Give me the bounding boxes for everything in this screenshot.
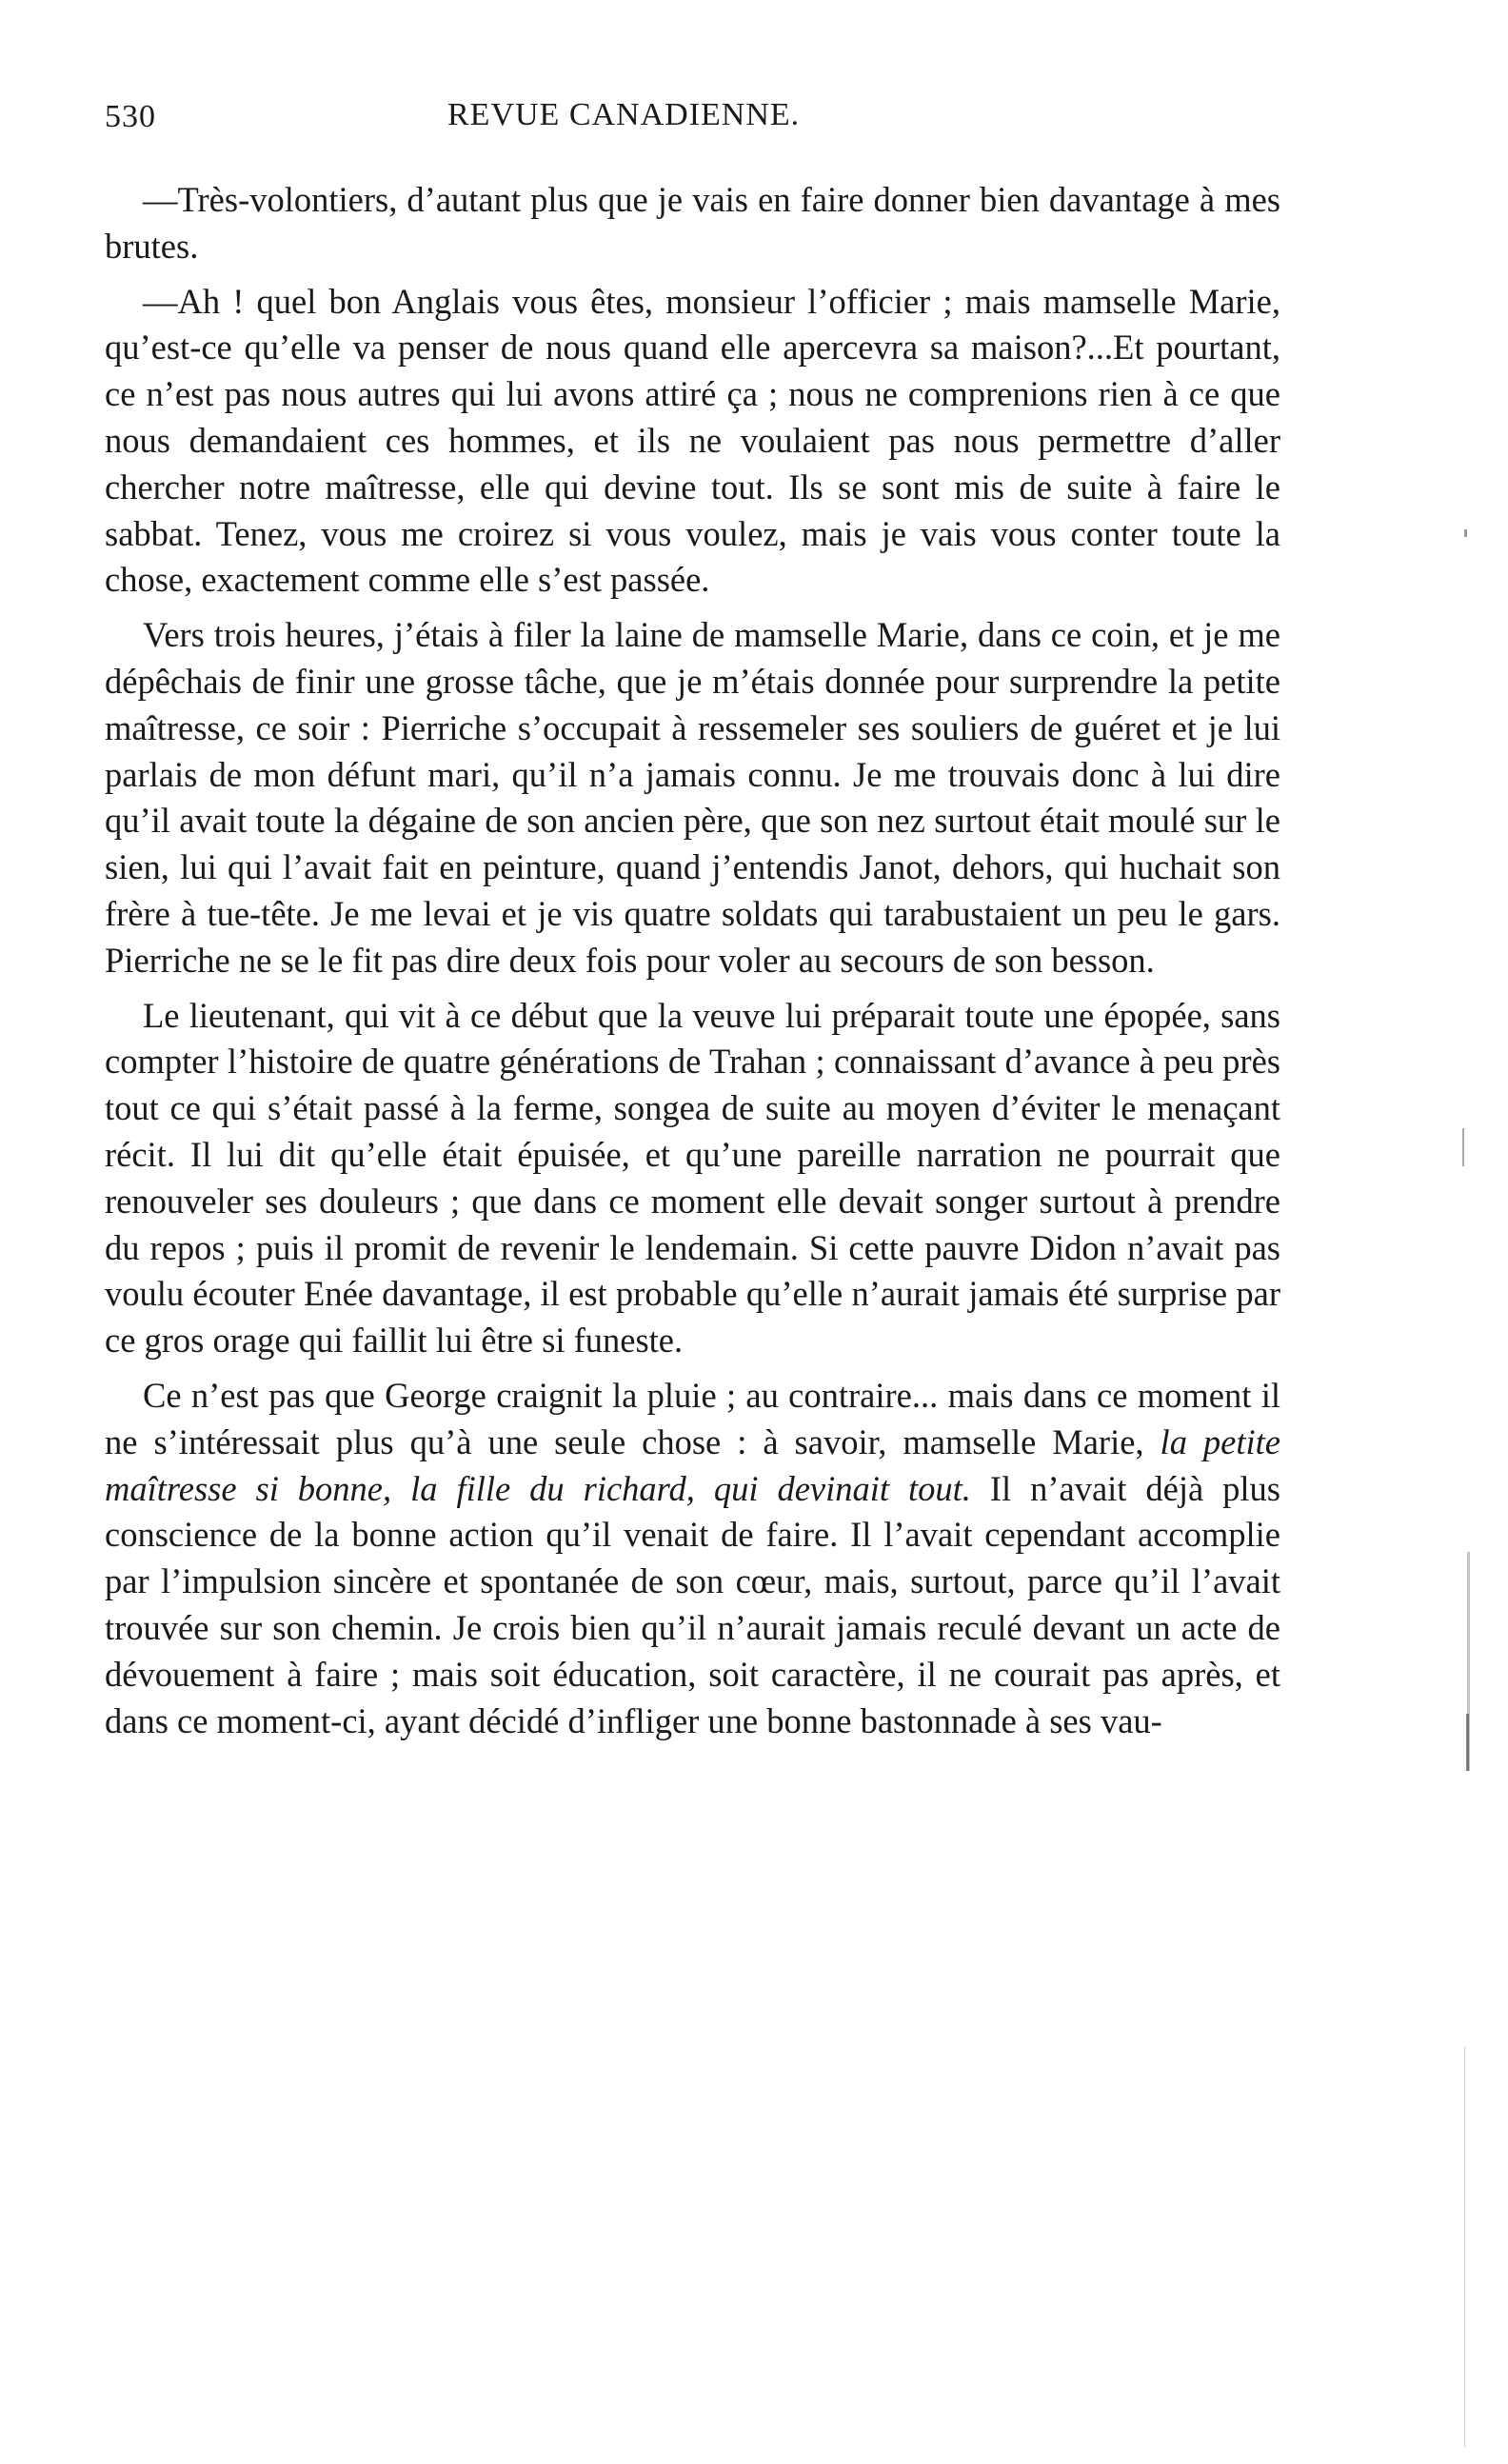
paragraph-text: Il n’avait déjà plus conscience de la bonne action qu’il venait de faire. Il l’avait cependant accomplie par l’impulsion sincère et spontanée de son cœur, mais, surtout, parce qu’il l’avait trouvée sur son chemin. Je crois bien qu’il n’aurait jamais reculé devant un acte de dévouement à faire ; mais soit éducation, soit caractère, il ne courait pas après, et dans ce moment-ci, ayant décidé d’infliger une bonne bastonnade à ses vau- (105, 1468, 1280, 1740)
page (105, 91, 1280, 1753)
paragraph: Le lieutenant, qui vit à ce début que la veuve lui préparait toute une épopée, sans compter l’histoire de quatre générations de Trahan ; connaissant d’avance à peu près tout ce qui s’était passé à la ferme, songea de suite au moyen d’éviter le menaçant récit. Il lui dit qu’elle était épuisée, et qu’une pareille narration ne pourrait que renouveler ses douleurs ; que dans ce moment elle devait songer surtout à prendre du repos ; puis il promit de revenir le lendemain. Si cette pauvre Didon n’avait pas voulu écouter Enée davantage, il est probable qu’elle n’aurait jamais été surprise par ce gros orage qui faillit lui être si funeste. (105, 995, 1280, 1361)
scan-mark (1466, 1714, 1469, 1771)
scan-mark (1464, 2047, 1465, 2447)
page-number: 530 (105, 99, 156, 134)
scan-mark (1462, 1128, 1464, 1166)
body-text (105, 177, 1280, 1744)
paragraph (105, 1373, 1280, 1744)
paragraph: —Très-volontiers, d’autant plus que je vais en faire donner bien davantage à mes brutes. (105, 180, 1280, 266)
italic-quotation: la petite maîtresse si bonne, la fille du richard, qui devinait tout. (105, 1421, 1281, 1508)
running-head (105, 91, 1280, 149)
journal-title: REVUE CANADIENNE. (447, 97, 801, 132)
paragraph-text: Ce n’est pas que George craignit la pluie ; au contraire... mais dans ce moment il ne s’intéressait plus qu’à une seule chose : à savoir, mamselle Marie, (105, 1375, 1280, 1461)
paragraph: —Ah ! quel bon Anglais vous êtes, monsieur l’officier ; mais mamselle Marie, qu’est-ce qu’elle va penser de nous quand elle apercevra sa maison?...Et pourtant, ce n’est pas nous autres qui lui avons attiré ça ; nous ne comprenions rien à ce que nous demandaient ces hommes, et ils ne voulaient pas nous permettre d’aller chercher notre maîtresse, elle qui devine tout. Ils se sont mis de suite à faire le sabbat. Tenez, vous me croirez si vous voulez, mais je vais vous conter toute la chose, exactement comme elle s’est passée. (105, 281, 1280, 600)
scan-mark (1464, 529, 1467, 537)
paragraph: Vers trois heures, j’étais à filer la laine de mamselle Marie, dans ce coin, et je me dépêchais de finir une grosse tâche, que je m’étais donnée pour surprendre la petite maîtresse, ce soir : Pierriche s’occupait à ressemeler ses souliers de guéret et je lui parlais de mon défunt mari, qu’il n’a jamais connu. Je me trouvais donc à lui dire qu’il avait toute la dégaine de son ancien père, que son nez surtout était moulé sur le sien, lui qui l’avait fait en peinture, quand j’entendis Janot, dehors, qui huchait son frère à tue-tête. Je me levai et je vis quatre soldats qui tarabustaient un peu le gars. Pierriche ne se le fit pas dire deux fois pour voler au secours de son besson. (105, 615, 1280, 980)
